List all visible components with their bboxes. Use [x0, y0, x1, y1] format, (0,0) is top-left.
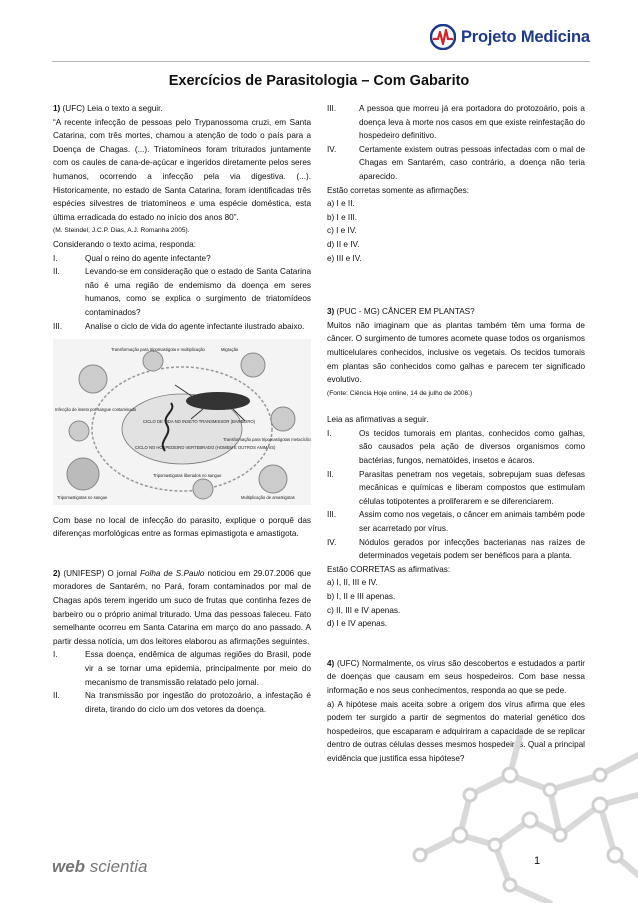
question-1-text: “A recente infecção de pessoas pelo Trypanossoma cruzi, em Santa Catarina, com três mortes, chamou a atenção de todo o país para a Doença de Chagas. (...). Triatomíneos foram triturados juntamente com os caules de cana-de-açúcar e ingeridos diretamente pelos seres humanos, ocorrendo a infecção pela via digestiva. (...). Historicamente, no estado de Santa Catarina, foram identificadas três espécies silvestres de triatomíneos e uma espécie doméstica, esta última erradicada do estado no início dos anos 80”. — [53, 117, 311, 222]
list-item: IV. Certamente existem outras pessoas infectadas com o mal de Chagas em Santarém, caso contrário, a doença não teria aparecido. — [327, 144, 585, 181]
list-item: III. A pessoa que morreu já era portadora do protozoário, pois a doença leva à morte nos casos em que existe reinfestação do hospedeiro definitivo. — [327, 104, 585, 141]
option-c: c) I e IV. — [327, 226, 357, 236]
question-3-source: (Fonte: Ciência Hoje online, 14 de julho de 2006.) — [327, 389, 473, 397]
option-a: a) I e II. — [327, 199, 355, 209]
figure-label: Tripomastigotas liberados no sangue — [153, 473, 222, 479]
page-number: 1 — [534, 855, 541, 867]
header-divider — [52, 61, 590, 62]
list-item: I. Os tecidos tumorais em plantas, conhecidos como galhas, são causados pela ação de diversos organismos como bactérias, fungos, nematóides, insetos e ácaros. — [327, 428, 585, 466]
chagas-life-cycle-figure — [53, 339, 311, 505]
question-1-prompt: Considerando o texto acima, responda: — [53, 239, 196, 249]
option-d: d) I e IV apenas. — [327, 619, 388, 629]
question-2-intro: 2) (UNIFESP) O jornal Folha de S.Paulo noticiou em 29.07.2006 que moradores de Santarém, no Pará, foram contaminados por mal de Chagas após terem ingerido um suco de frutas que continha fezes de barbeiro ou o próprio animal triturado. Uma das pessoas faleceu. Fato semelhante ocorreu em Santa Catarina em março do ano passado. A partir dessa notícia, um dos leitores elaborou as afirmações seguintes. — [53, 568, 311, 646]
list-item: III. Assim como nos vegetais, o câncer em animais também pode ser acarretado por vírus. — [327, 510, 585, 534]
figure-label: Transformação para tripomastigotas metacíclicos — [223, 437, 311, 443]
right-column — [327, 102, 585, 766]
figure-label: Infecção de inseto por sangue contaminado — [55, 407, 137, 413]
figure-label: Multiplicação de amastigotas — [241, 495, 295, 501]
footer-logo: web scientia — [52, 857, 148, 876]
brand-logo — [430, 24, 590, 50]
left-column — [53, 102, 311, 716]
list-item: IV. Nódulos gerados por infecções bacterianas nas raízes de determinados vegetais podem ser benéficos para a planta. — [327, 537, 585, 561]
option-c: c) II, III e IV apenas. — [327, 605, 401, 615]
option-e: e) III e IV. — [327, 253, 362, 263]
page-title: Exercícios de Parasitologia – Com Gabarito — [168, 73, 470, 89]
question-3-prompt-2: Estão CORRETAS as afirmativas: — [327, 564, 451, 574]
brand-name: Projeto Medicina — [461, 27, 590, 46]
question-1-source: (M. Steindel, J.C.P. Dias, A.J. Romanha 2005). — [53, 227, 190, 235]
option-b: b) I, II e III apenas. — [327, 592, 396, 601]
question-3-text: Muitos não imaginam que as plantas também têm uma forma de câncer. O surgimento de tumores acomete quase todos os organismos multicelulares conhecidos, inclusive os vegetais. Os tecidos tumorais em plantas são conhecidos como galhas e parecem ter significado evolutivo. — [327, 320, 585, 385]
molecule-network-decoration — [400, 735, 638, 903]
question-1-intro: 1) (UFC) Leia o texto a seguir. — [53, 104, 163, 113]
question-4-item-a: a) A hipótese mais aceita sobre a origem dos vírus afirma que eles podem ter surgido a partir de segmentos do material genético dos hospedeiros, que escaparam e adquiriram a capacidade de se replicar dentro de outras células desses mesmos hospedeiros. Qual a principal evidência que justifica essa hipótese? — [327, 699, 585, 763]
list-item: II. Na transmissão por ingestão do protozoário, a infestação é direta, tirando do ciclo um dos vetores da doença. — [53, 691, 311, 714]
list-item: I. Qual o reino do agente infectante? — [53, 253, 211, 263]
question-3-prompt: Leia as afirmativas a seguir. — [327, 415, 429, 425]
option-d: d) II e IV. — [327, 239, 360, 249]
question-2-prompt: Estão corretas somente as afirmações: — [327, 185, 469, 195]
list-item: III. Analise o ciclo de vida do agente infectante ilustrado abaixo. — [53, 321, 305, 331]
figure-label: Migração — [221, 347, 239, 353]
figure-label: Transformação para tripomastigota e multiplicação — [111, 347, 205, 353]
figure-label: CICLO NO HOSPEDEIRO VERTEBRADO (HOMEM E OUTROS ANIMAIS) — [135, 445, 276, 451]
projeto-medicina-logo-icon — [430, 24, 456, 50]
list-item: II. Parasitas penetram nos vegetais, sobrepujam suas defesas mecânicas e químicas e liberam compostos que estimulam células totipotentes a proliferarem e se diferenciarem. — [327, 469, 585, 506]
option-a: a) I, II, III e IV. — [327, 578, 378, 588]
question-1-followup: Com base no local de infecção do parasito, explique o porquê das diferenças morfológicas entre as formas epimastigota e amastigota. — [53, 515, 311, 539]
list-item: I. Essa doença, endêmica de algumas regiões do Brasil, pode vir a se tornar uma epidemia, principalmente por meio do mecanismo de transmissão relatado pelo jornal. — [53, 650, 311, 687]
figure-label: CICLO DE VIDA NO INSETO TRANSMISSOR (BARBEIRO) — [143, 419, 255, 425]
list-item: II. Levando-se em consideração que o estado de Santa Catarina não é uma região de endemismo da doença em seres humanos, como se explica o surgimento de triatomídeos contaminados? — [53, 267, 311, 317]
question-4-intro: 4) (UFC) Normalmente, os vírus são descobertos e estudados a partir de doenças que causam em seus hospedeiros. Com base nessa informação e nos seus conhecimentos, responda ao que se pede. — [327, 658, 585, 695]
option-b: b) I e III. — [327, 212, 358, 222]
question-3-intro: 3) (PUC - MG) CÂNCER EM PLANTAS? — [327, 307, 475, 317]
figure-label: Tripomastigotas no sangue — [57, 495, 108, 501]
